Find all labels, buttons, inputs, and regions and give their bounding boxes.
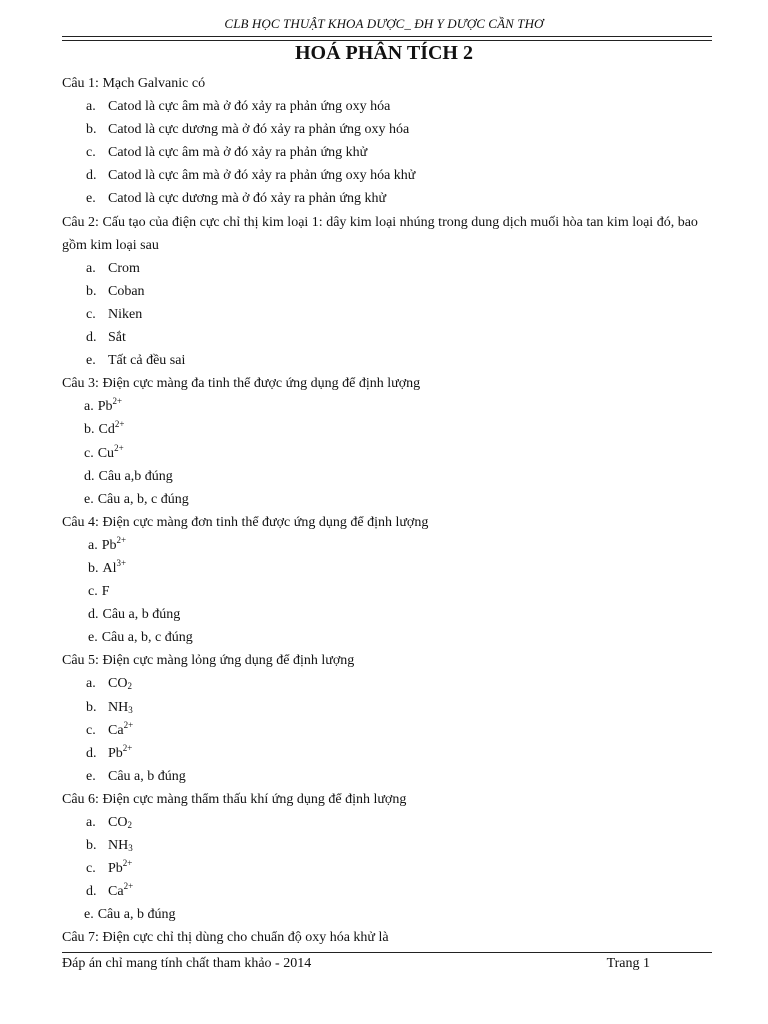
q4-option-e: e. Câu a, b, c đúng — [88, 630, 193, 646]
q3-option-e: e. Câu a, b, c đúng — [84, 491, 189, 507]
q6-option-d: d. $Ca^{2+}$ — [86, 881, 134, 900]
q5-option-e: e. Câu a, b đúng — [86, 768, 186, 784]
q4-option-d: d. Câu a, b đúng — [88, 607, 181, 623]
q4-option-a: a. $Pb^{2+}$ — [88, 534, 127, 553]
question-7: Câu 7: Điện cực chỉ thị dùng cho chuẩn độ oxy hóa khử là — [62, 930, 389, 946]
q6-option-b: b. $NH_3$ — [86, 838, 133, 854]
q1-option-e: e. Catod là cực dương mà ở đó xảy ra phản ứng khử — [86, 191, 387, 207]
question-4: Câu 4: Điện cực màng đơn tinh thể được ứng dụng để định lượng — [62, 514, 429, 530]
q3-option-c: c. $Cu^{2+}$ — [84, 442, 124, 461]
q1-option-c: c. Catod là cực âm mà ở đó xảy ra phản ứng khử — [86, 145, 368, 161]
q5-option-b: b. $NH_3$ — [86, 699, 133, 715]
q2-option-e: e. Tất cả đều sai — [86, 353, 186, 369]
question-3: Câu 3: Điện cực màng đa tinh thể được ứng dụng để định lượng — [62, 376, 421, 392]
footer-rule — [62, 952, 712, 953]
q3-option-d: d. Câu a,b đúng — [84, 468, 173, 484]
question-6: Câu 6: Điện cực màng thẩm thấu khí ứng dụng để định lượng — [62, 791, 407, 807]
q5-option-d: d. $Pb^{2+}$ — [86, 742, 133, 761]
q2-option-c: c. Niken — [86, 306, 143, 322]
q3-option-b: b. $Cd^{2+}$ — [84, 419, 125, 438]
q4-option-c: c. F — [88, 584, 110, 600]
question-5: Câu 5: Điện cực màng lỏng ứng dụng để định lượng — [62, 653, 355, 669]
q1-option-b: b. Catod là cực dương mà ở đó xảy ra phản ứng oxy hóa — [86, 122, 410, 138]
q4-option-b: b. $Al^{3+}$ — [88, 557, 127, 576]
question-2: Câu 2: Cấu tạo của điện cực chỉ thị kim loại 1: dây kim loại nhúng trong dung dịch muối hòa tan kim loại đó, bao gồm kim loại sau — [62, 214, 698, 253]
q2-option-d: d. Sắt — [86, 330, 126, 346]
q5-option-c: c. $Ca^{2+}$ — [86, 719, 134, 738]
header-rule-thin — [62, 40, 712, 41]
q2-option-a: a. Crom — [86, 260, 140, 276]
q5-option-a: a. $CO_2$ — [86, 676, 132, 692]
q1-option-d: d. Catod là cực âm mà ở đó xảy ra phản ứng oxy hóa khử — [86, 168, 416, 184]
page-number: Trang 1 — [606, 956, 650, 971]
q2-option-b: b. Coban — [86, 283, 145, 299]
q3-option-a: a. $Pb^{2+}$ — [84, 396, 123, 415]
document-header: CLB HỌC THUẬT KHOA DƯỢC_ ĐH Y DƯỢC CẦN THƠ — [224, 16, 544, 31]
q6-option-a: a. $CO_2$ — [86, 815, 132, 830]
header-rule-thick — [62, 36, 712, 37]
page-title: HOÁ PHÂN TÍCH 2 — [295, 42, 473, 64]
footer-note: Đáp án chỉ mang tính chất tham khảo - 2014 — [62, 956, 312, 971]
q1-option-a: a. Catod là cực âm mà ở đó xảy ra phản ứng oxy hóa — [86, 99, 391, 115]
q6-option-e: e. Câu a, b đúng — [84, 907, 176, 923]
q6-option-c: c. $Pb^{2+}$ — [86, 858, 133, 877]
question-1: Câu 1: Mạch Galvanic có — [62, 76, 206, 91]
question-list — [62, 72, 712, 950]
